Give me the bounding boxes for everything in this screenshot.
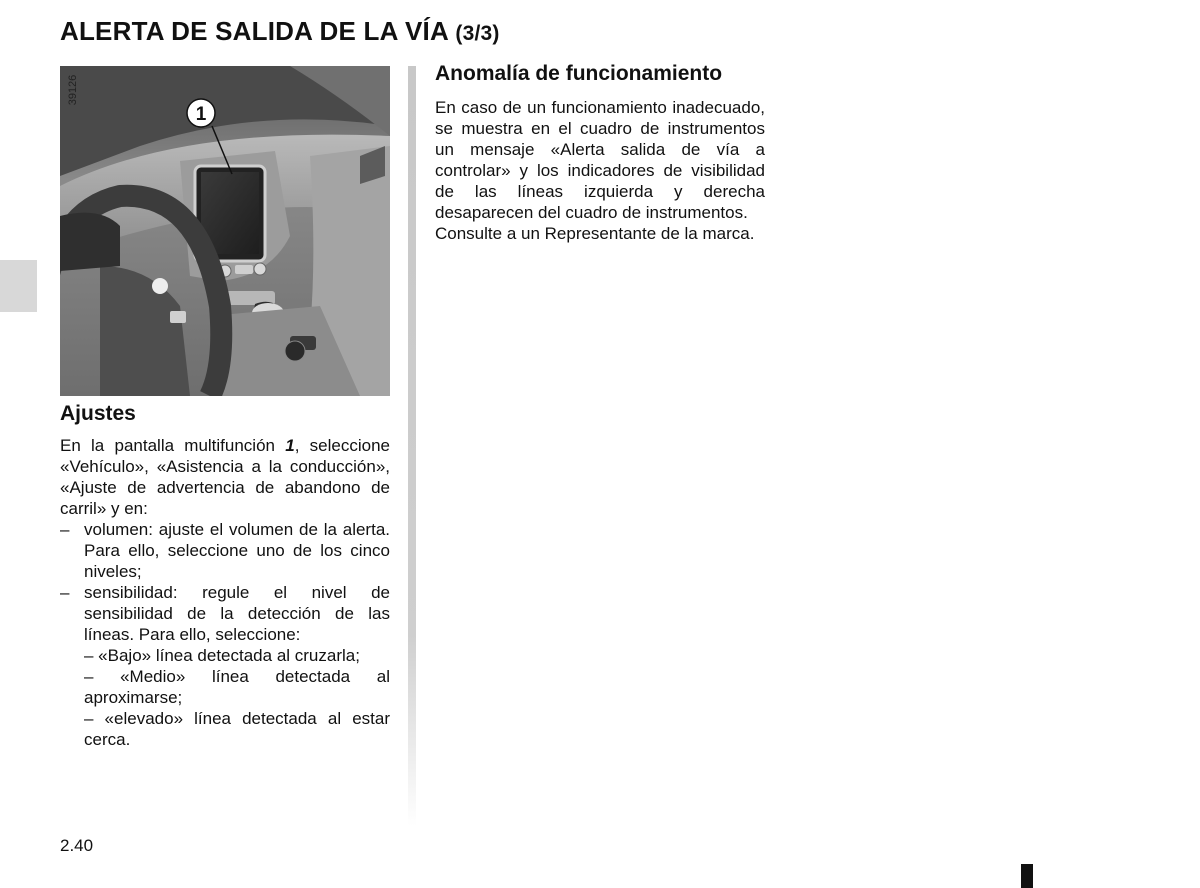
sublist-item-low: – «Bajo» línea detectada al cruzarla; [84,646,360,665]
list-dash: – [60,583,70,602]
sublist-item-medium: – «Medio» línea detectada al aproximarse; [84,667,390,707]
settings-intro [60,435,390,519]
screen-reference: 1 [285,436,295,455]
callout-number: 1 [195,104,207,125]
figure-code-text: 39126 [67,74,79,106]
malfunction-heading: Anomalía de funcionamiento [435,62,723,85]
settings-heading: Ajustes [60,402,136,425]
malfunction-text [435,97,765,244]
title-main: ALERTA DE SALIDA DE LA VÍA [60,16,448,46]
page-number: 2.40 [60,836,94,855]
list-dash: – [60,520,70,539]
page-edge-mark [1021,864,1033,888]
figure-reference-code [64,70,82,116]
column-divider [408,66,416,826]
list-item [60,519,390,582]
malfunction-paragraph: En caso de un funcionamiento inadecuado, se muestra en el cuadro de instrumentos un mensaje «Alerta salida de vía a controlar» y los indicadores de visibilidad de las líneas izquierda y derecha desaparecen del cuadro de instrumentos. [435,98,765,222]
settings-intro-end: , seleccione «Vehículo», «Asistencia a la conducción», «Ajuste de advertencia de abandono de carril» y en: [60,436,390,518]
page-title [60,16,500,47]
chapter-tab [0,260,37,312]
settings-list [60,519,390,750]
title-part-indicator: (3/3) [455,22,500,45]
dealer-paragraph: Consulte a un Representante de la marca. [435,224,755,243]
list-item [60,582,390,645]
sublist-item-high: – «elevado» línea detectada al estar cerca. [84,709,390,749]
settings-intro-start: En la pantalla multifunción [60,436,286,455]
dashboard-photo [60,66,390,396]
list-item-volume: volumen: ajuste el volumen de la alerta. Para ello, seleccione uno de los cinco niveles; [84,520,390,581]
dashboard-illustration [60,66,390,396]
list-item-sensitivity: sensibilidad: regule el nivel de sensibilidad de la detección de las líneas. Para ello, seleccione: [84,583,390,644]
